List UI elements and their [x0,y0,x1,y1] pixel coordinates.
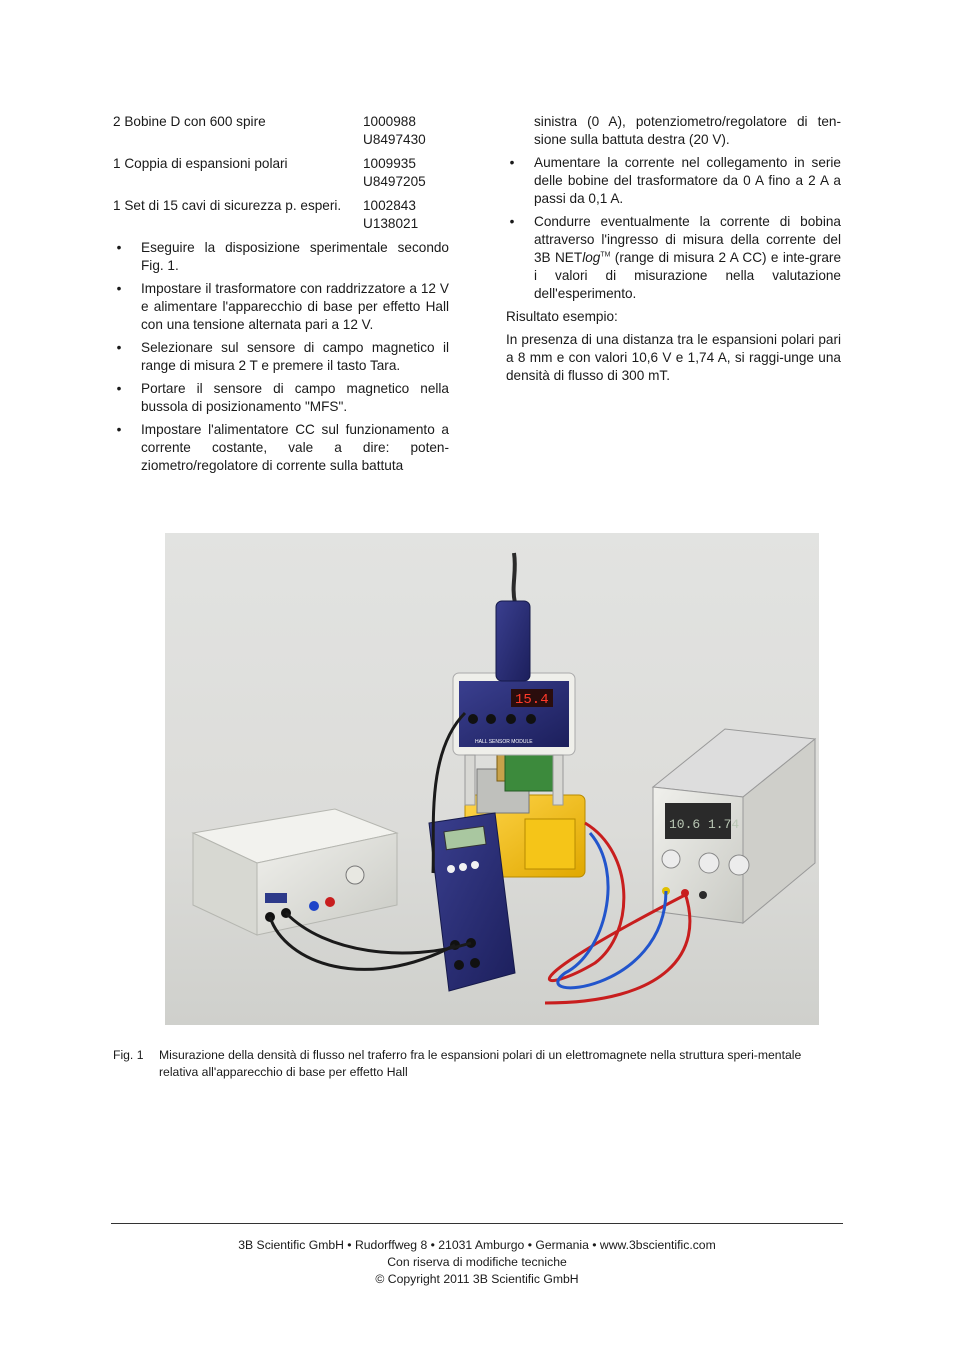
footer-notice: Con riserva di modifiche tecniche [387,1255,567,1269]
procedure-step [506,154,841,208]
procedure-steps [113,239,449,475]
step-text: Portare il sensore di campo magnetico nella bussola di posizionamento "MFS". [141,381,449,414]
procedure-step [113,421,449,475]
equipment-codes [363,155,426,191]
step-text: Impostare l'alimentatore CC sul funzionamento a corrente costante, vale a dire: poten-ziometro/regolatore di corrente sulla battuta [141,422,449,473]
equipment-codes [363,197,418,233]
netlog-italic: log [582,250,601,265]
step-continuation: sinistra (0 A), potenziometro/regolatore di ten-sione sulla battuta destra (20 V). [534,114,841,147]
experiment-photo-illustration [165,533,819,1025]
step-text-part: Condurre eventualmente la corrente di bobina attraverso l'ingresso di misura della corrente del 3B NET [534,214,841,265]
equipment-codes [363,113,426,149]
equipment-code: U138021 [363,216,419,231]
figure-caption [113,1047,843,1081]
bullet: • [116,340,122,355]
equipment-name: 2 Bobine D con 600 spire [113,114,266,129]
equipment-code: U8497205 [363,174,426,189]
procedure-step [506,213,841,303]
equipment-code: 1009935 [363,156,416,171]
bullet: • [116,281,122,296]
footer-divider [111,1223,843,1224]
procedure-steps [506,154,841,303]
result-text: In presenza di una distanza tra le espansioni polari pari a 8 mm e con valori 10,6 V e 1,74 A, si raggi-unge una densità di flusso di 300 mT. [506,332,841,383]
module-label: HALL SENSOR MODULE [475,739,533,745]
step-text: Impostare il trasformatore con raddrizzatore a 12 V e alimentare l'apparecchio di base per effetto Hall con una tensione alternata pari a 12 V. [141,281,449,332]
hall-display: 15.4 [515,692,549,708]
equipment-name: 1 Set di 15 cavi di sicurezza p. esperi. [113,198,342,213]
procedure-step [113,339,449,375]
procedure-step [113,280,449,334]
equipment-item [113,197,449,233]
bullet: • [509,155,515,170]
figure-label: Fig. 1 [113,1048,144,1062]
equipment-code: 1002843 [363,198,416,213]
footer-copyright: © Copyright 2011 3B Scientific GmbH [375,1272,579,1286]
page-footer [111,1237,843,1288]
step-text [534,214,841,301]
bullet: • [116,240,122,255]
step-text: Aumentare la corrente nel collegamento in serie delle bobine del trasformatore da 0 A fino a 2 A a passi da 0,1 A. [534,155,841,206]
step-text: Eseguire la disposizione sperimentale secondo Fig. 1. [141,240,449,273]
power-display: 10.6 1.74 [669,817,740,832]
bullet: • [116,381,122,396]
step-text: Selezionare sul sensore di campo magnetico il range di misura 2 T e premere il tasto Tara. [141,340,449,373]
step-text-part: (range di misura 2 A CC) e inte-grare i valori di misurazione nella valutazione dell'esperimento. [534,250,842,301]
left-column [113,113,449,480]
right-column [506,113,841,390]
procedure-step [113,380,449,416]
trademark: TM [600,251,611,259]
figure-caption-text: Misurazione della densità di flusso nel traferro fra le espansioni polari di un elettromagnete nella struttura speri-mentale relativa all'apparecchio di base per effetto Hall [159,1048,802,1079]
footer-address: 3B Scientific GmbH • Rudorffweg 8 • 21031 Amburgo • Germania • www.3bscientific.com [238,1238,716,1252]
experiment-photo [165,533,819,1025]
result-label: Risultato esempio: [506,309,618,324]
equipment-item [113,155,449,191]
equipment-name: 1 Coppia di espansioni polari [113,156,288,171]
procedure-step [113,239,449,275]
equipment-code: U8497430 [363,132,426,147]
equipment-item [113,113,449,149]
equipment-code: 1000988 [363,114,416,129]
bullet: • [509,214,515,229]
equipment-list [113,113,449,233]
bullet: • [116,422,122,437]
